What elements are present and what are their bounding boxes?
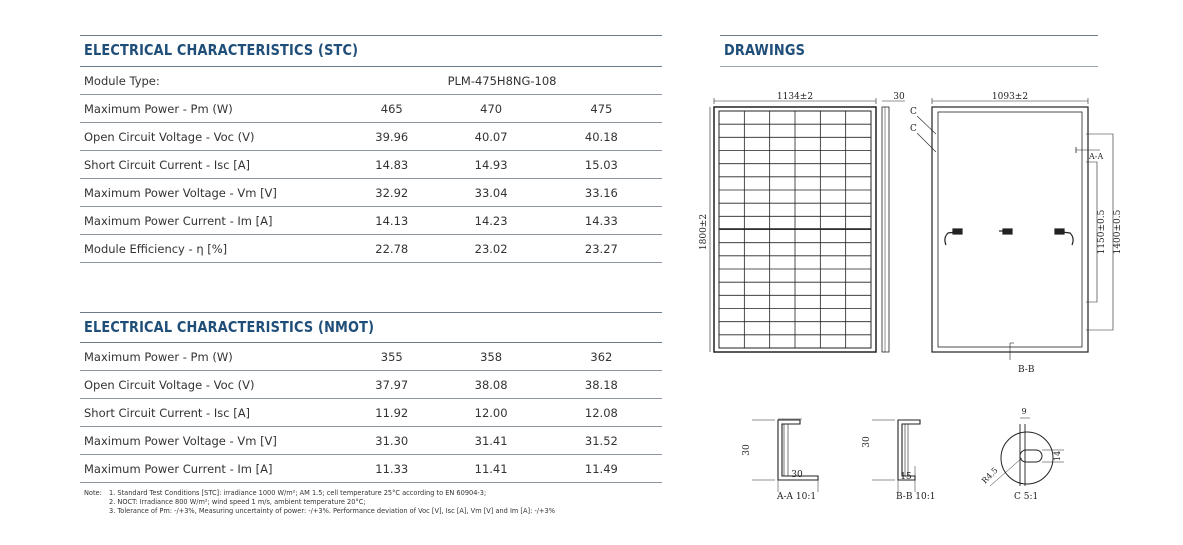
back-side-label: A-A (1089, 152, 1104, 161)
hole-spacing-1: 1150±0.5 (1097, 209, 1107, 255)
cell-value: 31.52 (541, 427, 662, 455)
detail-c-dim-9: 9 (1021, 407, 1027, 416)
section-bb-label: B-B 10:1 (896, 492, 936, 502)
note-item: 1. Standard Test Conditions [STC]: irradiance 1000 W/m²; AM 1.5; cell temperature 25°C according to EN 60904-3; (109, 489, 487, 497)
row-label: Short Circuit Current - Isc [A] (80, 151, 342, 179)
back-section-label: B-B (1018, 365, 1035, 375)
module-type-value: PLM-475H8NG-108 (342, 67, 662, 95)
module-type-label: Module Type: (80, 67, 342, 95)
cell-value: 14.33 (541, 207, 662, 235)
section-aa-label: A-A 10:1 (777, 492, 817, 502)
cell-value: 14.13 (342, 207, 441, 235)
label-c-1: C (910, 107, 917, 117)
detail-c (980, 407, 1064, 502)
cell-value: 33.16 (541, 179, 662, 207)
back-view (910, 92, 1123, 375)
cell-value: 40.07 (441, 123, 540, 151)
row-label: Module Efficiency - η [%] (80, 235, 342, 263)
row-label: Open Circuit Voltage - Voc (V) (80, 123, 342, 151)
note-item: 2. NOCT: Irradiance 800 W/m²; wind speed 1 m/s, ambient temperature 20°C; (109, 498, 366, 506)
side-thickness-label: 30 (893, 92, 905, 102)
detail-c-label: C 5:1 (1014, 492, 1039, 502)
section-bb-width: 15 (900, 472, 912, 482)
cell-value: 11.92 (342, 399, 441, 427)
side-view (882, 92, 905, 352)
front-view (699, 92, 876, 352)
notes-label: Note: (84, 489, 102, 497)
cell-value: 31.30 (342, 427, 441, 455)
cell-value: 11.41 (441, 455, 540, 483)
label-c-2: C (910, 124, 917, 134)
cell-value: 38.08 (441, 371, 540, 399)
cell-value: 37.97 (342, 371, 441, 399)
cell-value: 32.92 (342, 179, 441, 207)
detail-c-dim-14: 14 (1053, 450, 1062, 462)
drawings-title: DRAWINGS (724, 41, 806, 59)
note-item: 3. Tolerance of Pm: -/+3%, Measuring uncertainty of power: -/+3%. Performance deviation of Voc [V], Isc [A], Vm [V] and Im [A]: -/+3% (109, 507, 555, 515)
section-bb-height: 30 (862, 436, 872, 448)
section-aa-height: 30 (742, 444, 752, 456)
cell-value: 31.41 (441, 427, 540, 455)
cell-value: 358 (441, 343, 540, 371)
cell-value: 465 (342, 95, 441, 123)
cell-value: 12.08 (541, 399, 662, 427)
front-width-label: 1134±2 (776, 92, 814, 102)
nmot-title: ELECTRICAL CHARACTERISTICS (NMOT) (84, 318, 375, 336)
cell-value: 355 (342, 343, 441, 371)
back-width-label: 1093±2 (991, 92, 1029, 102)
cell-value: 40.18 (541, 123, 662, 151)
cell-value: 14.83 (342, 151, 441, 179)
row-label: Maximum Power - Pm (W) (80, 343, 342, 371)
row-label: Maximum Power - Pm (W) (80, 95, 342, 123)
cell-value: 475 (541, 95, 662, 123)
cell-value: 23.02 (441, 235, 540, 263)
row-label: Maximum Power Current - Im [A] (80, 455, 342, 483)
row-label: Open Circuit Voltage - Voc (V) (80, 371, 342, 399)
cell-value: 11.33 (342, 455, 441, 483)
row-label: Short Circuit Current - Isc [A] (80, 399, 342, 427)
section-bb (862, 420, 936, 502)
row-label: Maximum Power Current - Im [A] (80, 207, 342, 235)
row-label: Maximum Power Voltage - Vm [V] (80, 179, 342, 207)
front-height-label: 1800±2 (699, 213, 709, 251)
cell-value: 362 (541, 343, 662, 371)
row-label: Maximum Power Voltage - Vm [V] (80, 427, 342, 455)
section-aa (742, 419, 818, 502)
cell-value: 39.96 (342, 123, 441, 151)
cell-value: 14.23 (441, 207, 540, 235)
section-aa-width: 30 (791, 470, 803, 480)
cell-value: 22.78 (342, 235, 441, 263)
cell-value: 23.27 (541, 235, 662, 263)
stc-title: ELECTRICAL CHARACTERISTICS (STC) (84, 41, 359, 59)
cell-value: 15.03 (541, 151, 662, 179)
detail-c-radius: R4.5 (980, 465, 1000, 486)
hole-spacing-2: 1400±0.5 (1113, 209, 1123, 255)
cell-value: 33.04 (441, 179, 540, 207)
junction-box-connectors (945, 229, 1073, 245)
cell-value: 470 (441, 95, 540, 123)
cell-value: 11.49 (541, 455, 662, 483)
cell-value: 12.00 (441, 399, 540, 427)
cell-value: 38.18 (541, 371, 662, 399)
cell-value: 14.93 (441, 151, 540, 179)
